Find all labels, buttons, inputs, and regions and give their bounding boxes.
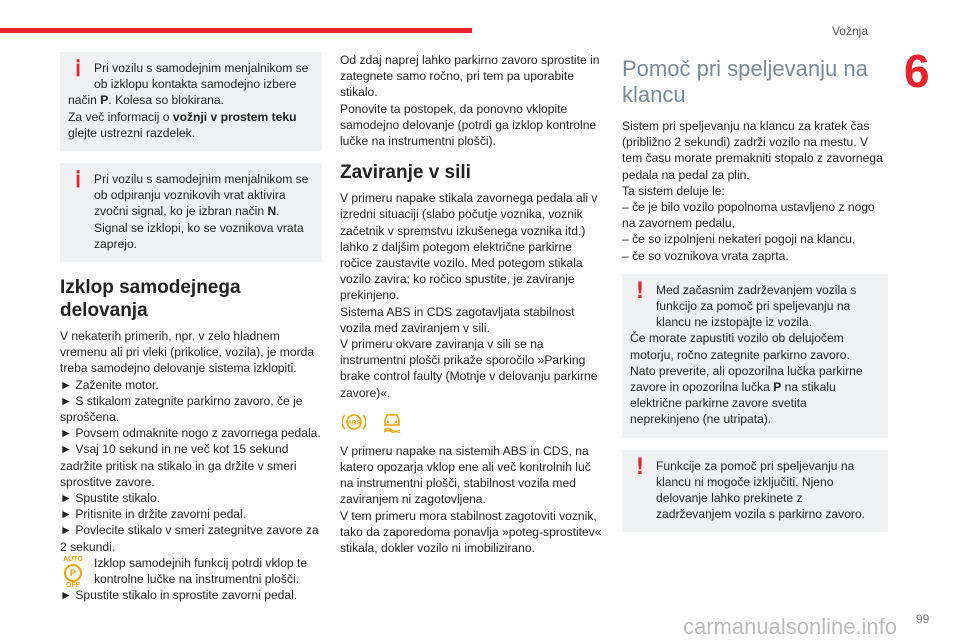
warning-box-1-p2: Če morate zapustiti vozilo ob delujočem motorju, ročno zategnite parkirno zavoro. Nato preverite, ali opozorilna lučka parkirne zavore in opozorilna lučka P na stikalu električne parkirne zavore svetita neprekinjeno (ne utripata). — [630, 331, 863, 427]
col3-p1: Sistem pri speljevanju na klancu za kratek čas (približno 2 sekundi) zadrži vozilo na mestu. V tem času morate premakniti stopalo z zavornega pedala na pedal za plin. — [622, 119, 883, 182]
step-4: ► Vsaj 10 sekund in ne več kot 15 sekund zadržite pritisk na stikalo in ga držite v smeri sprostitve zavore. — [60, 442, 297, 489]
warning-box-2 — [622, 450, 888, 533]
info-icon: ⅰ — [74, 56, 82, 81]
warning-lamps — [342, 411, 604, 433]
col2-p4: Sistema ABS in CDS zagotavljata stabilnost vozila med zaviranjem v sili. — [340, 304, 575, 335]
heading-emergency-braking: Zaviranje v sili — [340, 162, 471, 184]
col2-p3: V primeru napake stikala zavornega pedala ali v izredni situaciji (slabo počutje voznika, voznik začetnik v spremstvu izkušenega voznika itd.) lahko z daljšim potegom električne parkirne ročice zaustavite vozilo. Med potegom stikala vozilo zavira; ko ročico spustite, je zaviranje prekinjeno. — [340, 191, 598, 303]
warning-box-1 — [622, 274, 888, 438]
col2-p5: V primeru okvare zaviranja v sili se na instrumentni plošči prikaže sporočilo »Parking brake control faulty (Motnje v delovanju parkirne zavore)«. — [340, 337, 598, 400]
col2-p2: Ponovite ta postopek, da ponovno vklopite samodejno delovanje (potrdi ga izklop kontrolne lučke na instrumentni plošči). — [340, 101, 597, 149]
column-3 — [622, 52, 888, 544]
info-icon: ⅰ — [74, 167, 82, 193]
step-8: ► Spustite stikalo in sprostite zavorni pedal. — [60, 588, 298, 603]
top-accent-bar — [0, 28, 472, 33]
warning-box-2-text: Funkcije za pomoč pri speljevanju na klancu ni mogoče izključiti. Njeno delovanje lahko prekinete z zadrževanjem vozila s parkirno zavoro. — [656, 458, 866, 522]
col2-p1: Od zdaj naprej lahko parkirno zavoro sprostite in zategnete samo ročno, pri tem pa uporabite stikalo. — [340, 53, 600, 100]
chapter-number: 6 — [904, 45, 930, 97]
column-2 — [340, 52, 604, 556]
step-2: ► S stikalom zategnite parkirno zavoro, če je sproščena. — [60, 393, 303, 425]
intro-text: V nekaterih primerih, npr. v zelo hladnem vremenu ali pri vleki (prikolice, vozila), je morda treba samodejno delovanje sistema izklopiti. — [60, 329, 315, 376]
page-number: 99 — [916, 612, 930, 626]
section-title: Vožnja — [831, 24, 868, 38]
condition-1: – če je bilo vozilo popolnoma ustavljeno z nogo na zavornem pedalu, — [622, 200, 875, 231]
info-box-2-text: Pri vozilu s samodejnim menjalnikom se ob odpiranju voznikovih vrat aktivira zvočni signal, ko je izbran način N. Signal se izklopi, ko se voznikova vrata zaprejo. — [94, 172, 309, 251]
condition-3: – če so voznikova vrata zaprta. — [622, 248, 789, 263]
step-3: ► Povsem odmaknite nogo z zavornega pedala. — [60, 426, 321, 441]
condition-2: – če so izpolnjeni nekateri pogoji na klancu, — [622, 232, 856, 247]
step-7: ► Povlecite stikalo v smeri zategnitve zavore za 2 sekundi. — [60, 523, 319, 554]
auto-p-off-icon: AUTO P OFF — [63, 556, 83, 590]
step-5: ► Spustite stikalo. — [60, 491, 161, 506]
stability-control-icon — [380, 411, 404, 433]
column-1 — [60, 52, 322, 603]
heading-hill-start-assist: Pomoč pri speljevanju na klancu — [622, 56, 868, 107]
watermark: carmanualsonline.info — [683, 614, 898, 639]
step-6: ► Pritisnite in držite zavorni pedal. — [60, 507, 247, 522]
step-1: ► Zaženite motor. — [60, 377, 159, 392]
warning-icon: ! — [636, 276, 644, 304]
info-box-2 — [60, 163, 322, 262]
info-box-1-line4: glejte ustrezni razdelek. — [68, 125, 196, 140]
svg-text:ABS: ABS — [347, 420, 361, 427]
col2-p6: V primeru napake na sistemih ABS in CDS, na katero opozarja vklop ene ali več kontrolnih luč na instrumentni plošči, stabilnost vozila med zaviranjem ni zagotovljena. — [340, 443, 591, 507]
col2-p7: V tem primeru mora stabilnost zagotoviti voznik, tako da zaporedoma ponavlja »poteg-sprostitev« stikala, dokler vozilo ni imobilizirano. — [340, 508, 602, 556]
info-box-1-line1: Pri vozilu s samodejnim menjalnikom se ob izklopu kontakta samodejno izbere — [94, 61, 309, 92]
info-box-1 — [60, 52, 322, 151]
col3-p2: Ta sistem deluje le: — [622, 183, 725, 198]
heading-auto-off: Izklop samodejnega delovanja — [60, 277, 241, 322]
auto-off-note-text: Izklop samodejnih funkcij potrdi vklop te kontrolne lučke na instrumentni plošči. — [94, 555, 308, 587]
info-box-1-line2: način P. Kolesa so blokirana. — [68, 93, 224, 108]
info-box-1-line3: Za več informacij o vožnji v prostem teku — [68, 109, 297, 124]
auto-off-note — [60, 555, 322, 590]
abs-warning-icon — [342, 411, 366, 433]
warning-box-1-p1: Med začasnim zadrževanjem vozila s funkcijo za pomoč pri speljevanju na klancu ne izstopajte iz vozila. — [656, 282, 857, 330]
warning-icon: ! — [636, 452, 644, 480]
